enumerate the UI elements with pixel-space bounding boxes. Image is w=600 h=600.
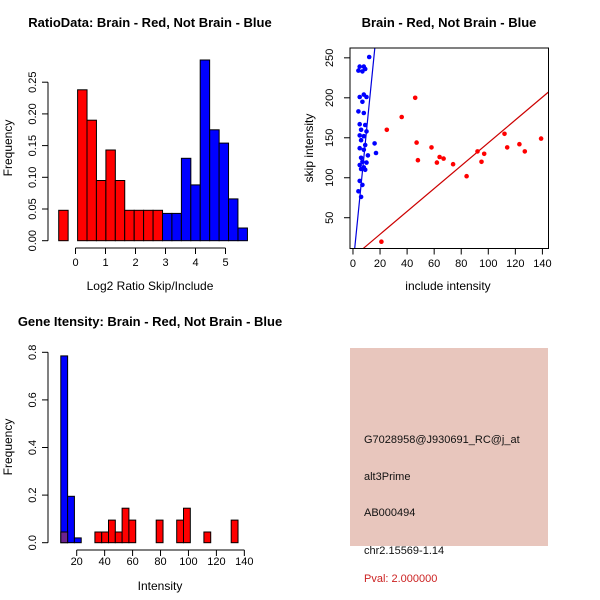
- data-point: [482, 152, 487, 157]
- plot-box: [350, 48, 549, 249]
- x-tick-label: 2: [132, 257, 139, 269]
- x-tick-label: 0: [349, 258, 357, 270]
- ratio_hist-bars: [59, 60, 248, 241]
- y-tick-label: 0.15: [27, 134, 39, 157]
- brain-fit-line: [363, 92, 548, 248]
- ratio-histogram-svg: [0, 0, 300, 300]
- x-tick-label: 40: [400, 258, 414, 270]
- y-tick-label: 0.4: [27, 439, 39, 456]
- data-point: [359, 138, 364, 143]
- data-point: [364, 95, 369, 100]
- x-tick-label: 100: [179, 556, 198, 568]
- histogram-bar: [74, 538, 81, 543]
- locus-text: chr2.15569-1.14: [364, 545, 445, 557]
- ratio_hist-y-axis: [42, 82, 48, 241]
- y-tick-label: 0.6: [27, 392, 39, 408]
- gene-intensity-histogram-x-axis-label: Intensity: [137, 579, 183, 593]
- histogram-bar: [96, 181, 105, 241]
- y-tick-label: 0.05: [27, 198, 39, 220]
- data-point: [523, 149, 528, 154]
- data-point: [437, 155, 442, 160]
- data-point: [357, 122, 362, 127]
- gene-intensity-histogram-svg: [0, 300, 300, 600]
- data-point: [366, 153, 371, 158]
- histogram-bar: [115, 181, 124, 241]
- scatter-y-axis: [344, 58, 350, 218]
- histogram-bar: [129, 520, 136, 543]
- histogram-bar: [59, 210, 68, 240]
- ratio-histogram-panel: [0, 0, 300, 300]
- histogram-bar: [95, 532, 102, 543]
- data-point: [359, 195, 364, 200]
- data-point: [464, 174, 469, 179]
- data-point: [517, 142, 522, 147]
- gene-intensity-histogram-panel: [0, 300, 300, 600]
- data-point: [363, 67, 368, 72]
- probe-id-text: G7028958@J930691_RC@j_at: [364, 434, 520, 446]
- intensity-scatter-title: Brain - Red, Not Brain - Blue: [361, 15, 537, 30]
- data-point: [359, 156, 364, 161]
- data-point: [363, 168, 368, 173]
- data-point: [385, 128, 390, 133]
- x-tick-label: 120: [506, 258, 525, 270]
- histogram-bar: [144, 210, 153, 240]
- data-point: [360, 100, 365, 105]
- y-tick-label: 250: [324, 48, 337, 67]
- histogram-bar: [163, 213, 172, 240]
- histogram-bar: [184, 508, 191, 543]
- x-tick-label: 3: [162, 257, 169, 269]
- scatter-x-axis: [353, 249, 542, 255]
- data-point: [357, 179, 362, 184]
- data-point: [364, 160, 369, 165]
- data-point: [539, 136, 544, 141]
- ratio-histogram-y-axis-label: Frequency: [1, 119, 15, 177]
- x-tick-label: 120: [207, 556, 226, 568]
- y-tick-label: 0.8: [27, 344, 39, 360]
- y-tick-label: 50: [324, 211, 337, 224]
- x-tick-label: 40: [98, 556, 111, 568]
- y-tick-label: 0.00: [27, 229, 39, 252]
- histogram-bar: [229, 199, 238, 241]
- gene-intensity-histogram-plot: [27, 345, 254, 568]
- data-point: [362, 134, 367, 139]
- x-tick-label: 1: [102, 257, 109, 269]
- data-point: [429, 145, 434, 150]
- data-point: [362, 148, 367, 153]
- gene-info-panel: [300, 300, 600, 600]
- data-point: [367, 55, 372, 60]
- data-point: [363, 123, 368, 128]
- histogram-bar: [153, 210, 162, 240]
- data-point: [357, 163, 362, 168]
- data-point: [475, 149, 480, 154]
- gene-intensity-histogram-title: Gene Itensity: Brain - Red, Not Brain - Blue: [17, 314, 283, 329]
- histogram-bar: [109, 520, 116, 543]
- data-point: [435, 160, 440, 165]
- x-tick-label: 4: [192, 257, 199, 269]
- data-point: [379, 239, 384, 244]
- data-point: [479, 160, 484, 165]
- data-point: [356, 68, 361, 73]
- y-tick-label: 0.2: [27, 487, 39, 503]
- data-point: [359, 167, 364, 172]
- x-tick-label: 5: [222, 257, 229, 269]
- data-point: [413, 96, 418, 101]
- x-tick-label: 0: [72, 257, 79, 269]
- x-tick-label: 140: [533, 258, 552, 270]
- gene_intensity_hist-y-axis: [42, 352, 48, 542]
- data-point: [416, 158, 421, 163]
- y-tick-label: 0.25: [27, 71, 39, 93]
- x-tick-label: 20: [373, 258, 387, 270]
- x-tick-label: 60: [126, 556, 139, 568]
- data-point: [414, 140, 419, 145]
- y-tick-label: 200: [324, 88, 337, 107]
- ratio-histogram-title: RatioData: Brain - Red, Not Brain - Blue: [28, 15, 272, 30]
- y-tick-label: 0.0: [27, 535, 39, 551]
- intensity-scatter-x-axis-label: include intensity: [405, 279, 491, 293]
- data-point: [356, 189, 361, 194]
- data-point: [357, 133, 362, 138]
- data-point: [502, 132, 507, 137]
- intensity-scatter-panel: [300, 0, 600, 300]
- x-tick-label: 80: [154, 556, 167, 568]
- x-tick-label: 60: [428, 258, 441, 270]
- ratio_hist-x-axis: [76, 248, 226, 254]
- data-point: [357, 146, 362, 151]
- data-point: [357, 95, 362, 100]
- x-tick-label: 20: [70, 556, 83, 568]
- data-point: [356, 109, 361, 114]
- histogram-bar: [172, 213, 181, 240]
- histogram-bar: [134, 210, 143, 240]
- histogram-bar: [78, 90, 87, 241]
- pval-text: Pval: 2.000000: [364, 573, 438, 585]
- ratio-histogram-x-axis-label: Log2 Ratio Skip/Include: [86, 279, 214, 293]
- data-point: [399, 115, 404, 120]
- histogram-bar: [200, 60, 209, 241]
- x-tick-label: 80: [455, 258, 468, 270]
- ratio-histogram-plot: [27, 60, 247, 269]
- histogram-bar: [102, 532, 109, 543]
- y-tick-label: 150: [323, 128, 336, 147]
- data-point: [363, 143, 368, 148]
- x-tick-label: 140: [235, 556, 254, 568]
- accession-text: AB000494: [364, 507, 416, 519]
- gene-intensity-histogram-y-axis-label: Frequency: [1, 418, 15, 476]
- histogram-bar: [61, 356, 68, 543]
- data-point: [451, 162, 456, 167]
- histogram-bar: [156, 520, 163, 543]
- intensity-scatter-plot: [324, 48, 552, 270]
- data-point: [357, 64, 362, 69]
- gene-info-box: [350, 348, 548, 585]
- histogram-bar: [177, 520, 184, 543]
- histogram-bar: [181, 158, 190, 240]
- y-tick-label: 100: [324, 168, 337, 187]
- y-tick-label: 0.20: [27, 103, 39, 125]
- histogram-bar: [219, 143, 228, 241]
- data-point: [441, 156, 446, 161]
- data-point: [374, 151, 379, 156]
- histogram-bar: [210, 130, 219, 241]
- histogram-bar: [68, 496, 75, 542]
- intensity-scatter-y-axis-label: skip intensity: [302, 113, 316, 183]
- histogram-bar: [106, 150, 115, 241]
- event-type-text: alt3Prime: [364, 471, 411, 483]
- histogram-bar: [115, 532, 122, 543]
- histogram-bar: [87, 120, 96, 241]
- histogram-bar: [122, 508, 129, 543]
- gene_intensity_hist-bars: [61, 356, 238, 543]
- overlap-bar: [61, 532, 68, 543]
- data-point: [362, 111, 367, 116]
- histogram-bar: [238, 228, 247, 241]
- data-point: [359, 128, 364, 133]
- y-tick-label: 0.10: [27, 166, 39, 189]
- intensity-scatter-svg: [300, 0, 600, 300]
- data-point: [505, 145, 510, 150]
- data-point: [364, 129, 369, 134]
- histogram-bar: [125, 210, 134, 240]
- histogram-bar: [191, 185, 200, 241]
- data-point: [372, 141, 377, 146]
- histogram-bar: [204, 532, 211, 543]
- data-point: [360, 183, 365, 188]
- x-tick-label: 100: [479, 258, 498, 270]
- histogram-bar: [231, 520, 238, 543]
